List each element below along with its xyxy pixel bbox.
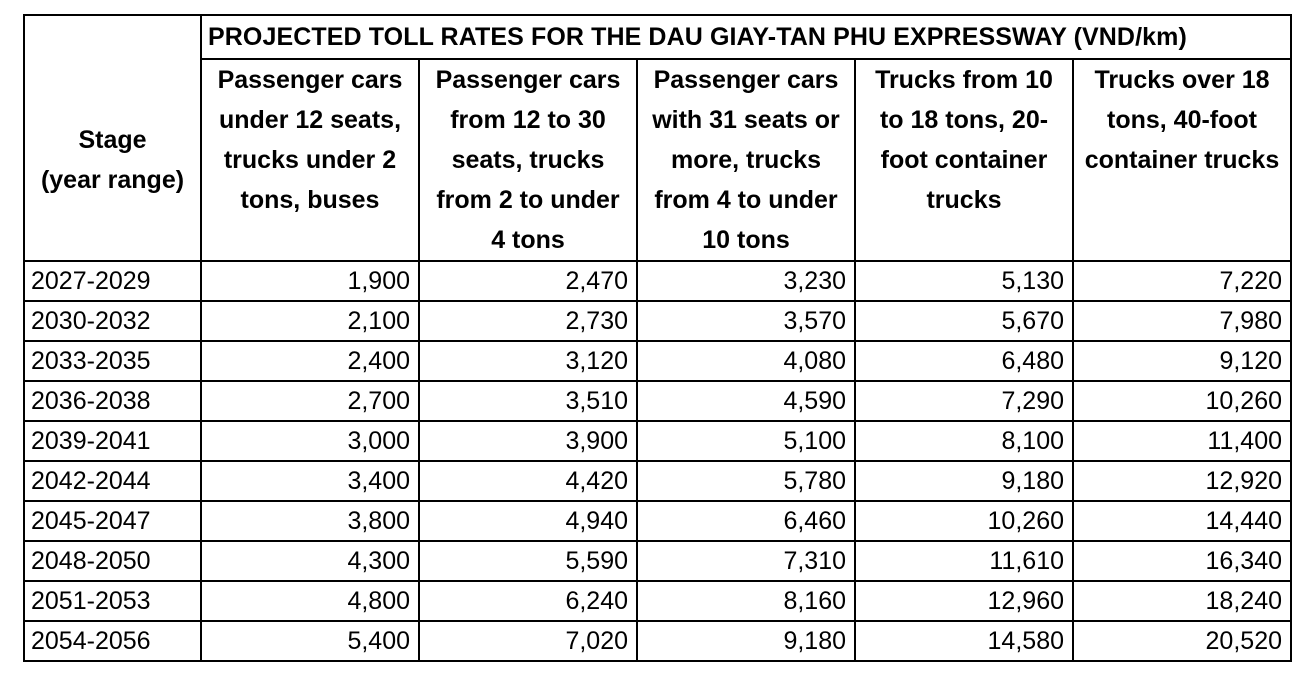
- column-header-line: 4 tons: [491, 226, 565, 254]
- stage-cell: 2042-2044: [24, 461, 201, 501]
- stage-cell: 2036-2038: [24, 381, 201, 421]
- column-header-line: from 2 to under: [436, 186, 620, 214]
- stage-cell: 2051-2053: [24, 581, 201, 621]
- stage-cell: 2027-2029: [24, 261, 201, 301]
- rate-cell: 1,900: [201, 261, 419, 301]
- column-header-line: with 31 seats or: [652, 106, 840, 134]
- rate-cell: 5,590: [419, 541, 637, 581]
- rate-cell: 3,510: [419, 381, 637, 421]
- column-header-category-5: [1073, 59, 1291, 261]
- corner-cell: [24, 15, 201, 59]
- column-header-line: Trucks over 18: [1094, 66, 1270, 94]
- column-header-line: more, trucks: [670, 146, 822, 174]
- column-header-line: tons, 40-foot: [1107, 106, 1257, 134]
- stage-header-line: Stage: [78, 125, 147, 154]
- table-row: [24, 501, 1291, 541]
- table-row: [24, 581, 1291, 621]
- column-header-line: seats, trucks: [451, 146, 605, 174]
- rate-cell: 8,160: [637, 581, 855, 621]
- rate-cell: 2,730: [419, 301, 637, 341]
- rate-cell: 4,080: [637, 341, 855, 381]
- table-row: [24, 301, 1291, 341]
- rate-cell: 6,240: [419, 581, 637, 621]
- rate-cell: 4,420: [419, 461, 637, 501]
- column-header-line: container trucks: [1084, 146, 1280, 174]
- column-header-line: to 18 tons, 20-: [879, 106, 1049, 134]
- column-header-line: 10 tons: [702, 226, 790, 254]
- column-header-row: [24, 59, 1291, 261]
- table-body: [24, 261, 1291, 661]
- stage-cell: 2030-2032: [24, 301, 201, 341]
- rate-cell: 9,120: [1073, 341, 1291, 381]
- column-header-line: Passenger cars: [217, 66, 403, 94]
- rate-cell: 2,700: [201, 381, 419, 421]
- table-row: [24, 341, 1291, 381]
- rate-cell: 3,120: [419, 341, 637, 381]
- rate-cell: 11,400: [1073, 421, 1291, 461]
- rate-cell: 12,920: [1073, 461, 1291, 501]
- rate-cell: 4,300: [201, 541, 419, 581]
- rate-cell: 3,000: [201, 421, 419, 461]
- table-row: [24, 261, 1291, 301]
- rate-cell: 2,400: [201, 341, 419, 381]
- rate-cell: 5,670: [855, 301, 1073, 341]
- rate-cell: 7,290: [855, 381, 1073, 421]
- column-header-line: tons, buses: [240, 186, 380, 214]
- column-header-line: trucks under 2: [223, 146, 397, 174]
- column-header-line: trucks: [926, 186, 1002, 214]
- rate-cell: 3,570: [637, 301, 855, 341]
- rate-cell: 14,580: [855, 621, 1073, 661]
- rate-cell: 4,800: [201, 581, 419, 621]
- rate-cell: 11,610: [855, 541, 1073, 581]
- rate-cell: 10,260: [1073, 381, 1291, 421]
- rate-cell: 5,780: [637, 461, 855, 501]
- column-header-category-4: [855, 59, 1073, 261]
- table-title: PROJECTED TOLL RATES FOR THE DAU GIAY-TAN PHU EXPRESSWAY (VND/km): [201, 15, 1291, 59]
- column-header-line: under 12 seats,: [218, 106, 402, 134]
- table-row: [24, 421, 1291, 461]
- column-header-line: from 12 to 30: [450, 106, 606, 134]
- column-header-category-1: [201, 59, 419, 261]
- rate-cell: 4,940: [419, 501, 637, 541]
- stage-cell: 2039-2041: [24, 421, 201, 461]
- rate-cell: 4,590: [637, 381, 855, 421]
- stage-cell: 2033-2035: [24, 341, 201, 381]
- rate-cell: 7,020: [419, 621, 637, 661]
- column-header-line: Trucks from 10: [875, 66, 1053, 94]
- rate-cell: 6,460: [637, 501, 855, 541]
- stage-cell: 2054-2056: [24, 621, 201, 661]
- table-row: [24, 541, 1291, 581]
- stage-cell: 2048-2050: [24, 541, 201, 581]
- column-header-line: Passenger cars: [435, 66, 621, 94]
- rate-cell: 5,100: [637, 421, 855, 461]
- column-header-line: Passenger cars: [653, 66, 839, 94]
- rate-cell: 3,900: [419, 421, 637, 461]
- table-row: [24, 461, 1291, 501]
- rate-cell: 18,240: [1073, 581, 1291, 621]
- rate-cell: 7,980: [1073, 301, 1291, 341]
- toll-rates-table-container: [23, 14, 1292, 662]
- rate-cell: 2,100: [201, 301, 419, 341]
- rate-cell: 20,520: [1073, 621, 1291, 661]
- rate-cell: 2,470: [419, 261, 637, 301]
- column-header-category-2: [419, 59, 637, 261]
- rate-cell: 9,180: [637, 621, 855, 661]
- title-row: [24, 15, 1291, 59]
- table-row: [24, 621, 1291, 661]
- rate-cell: 12,960: [855, 581, 1073, 621]
- column-header-category-3: [637, 59, 855, 261]
- table-row: [24, 381, 1291, 421]
- stage-cell: 2045-2047: [24, 501, 201, 541]
- rate-cell: 7,310: [637, 541, 855, 581]
- rate-cell: 6,480: [855, 341, 1073, 381]
- column-header-line: from 4 to under: [654, 186, 838, 214]
- rate-cell: 3,800: [201, 501, 419, 541]
- rate-cell: 5,130: [855, 261, 1073, 301]
- rate-cell: 16,340: [1073, 541, 1291, 581]
- stage-header-line: (year range): [40, 165, 185, 194]
- rate-cell: 5,400: [201, 621, 419, 661]
- rate-cell: 3,230: [637, 261, 855, 301]
- rate-cell: 3,400: [201, 461, 419, 501]
- rate-cell: 14,440: [1073, 501, 1291, 541]
- rate-cell: 10,260: [855, 501, 1073, 541]
- column-header-line: foot container: [880, 146, 1048, 174]
- toll-rates-table: [23, 14, 1292, 662]
- stage-column-header: [24, 59, 201, 261]
- rate-cell: 7,220: [1073, 261, 1291, 301]
- rate-cell: 9,180: [855, 461, 1073, 501]
- rate-cell: 8,100: [855, 421, 1073, 461]
